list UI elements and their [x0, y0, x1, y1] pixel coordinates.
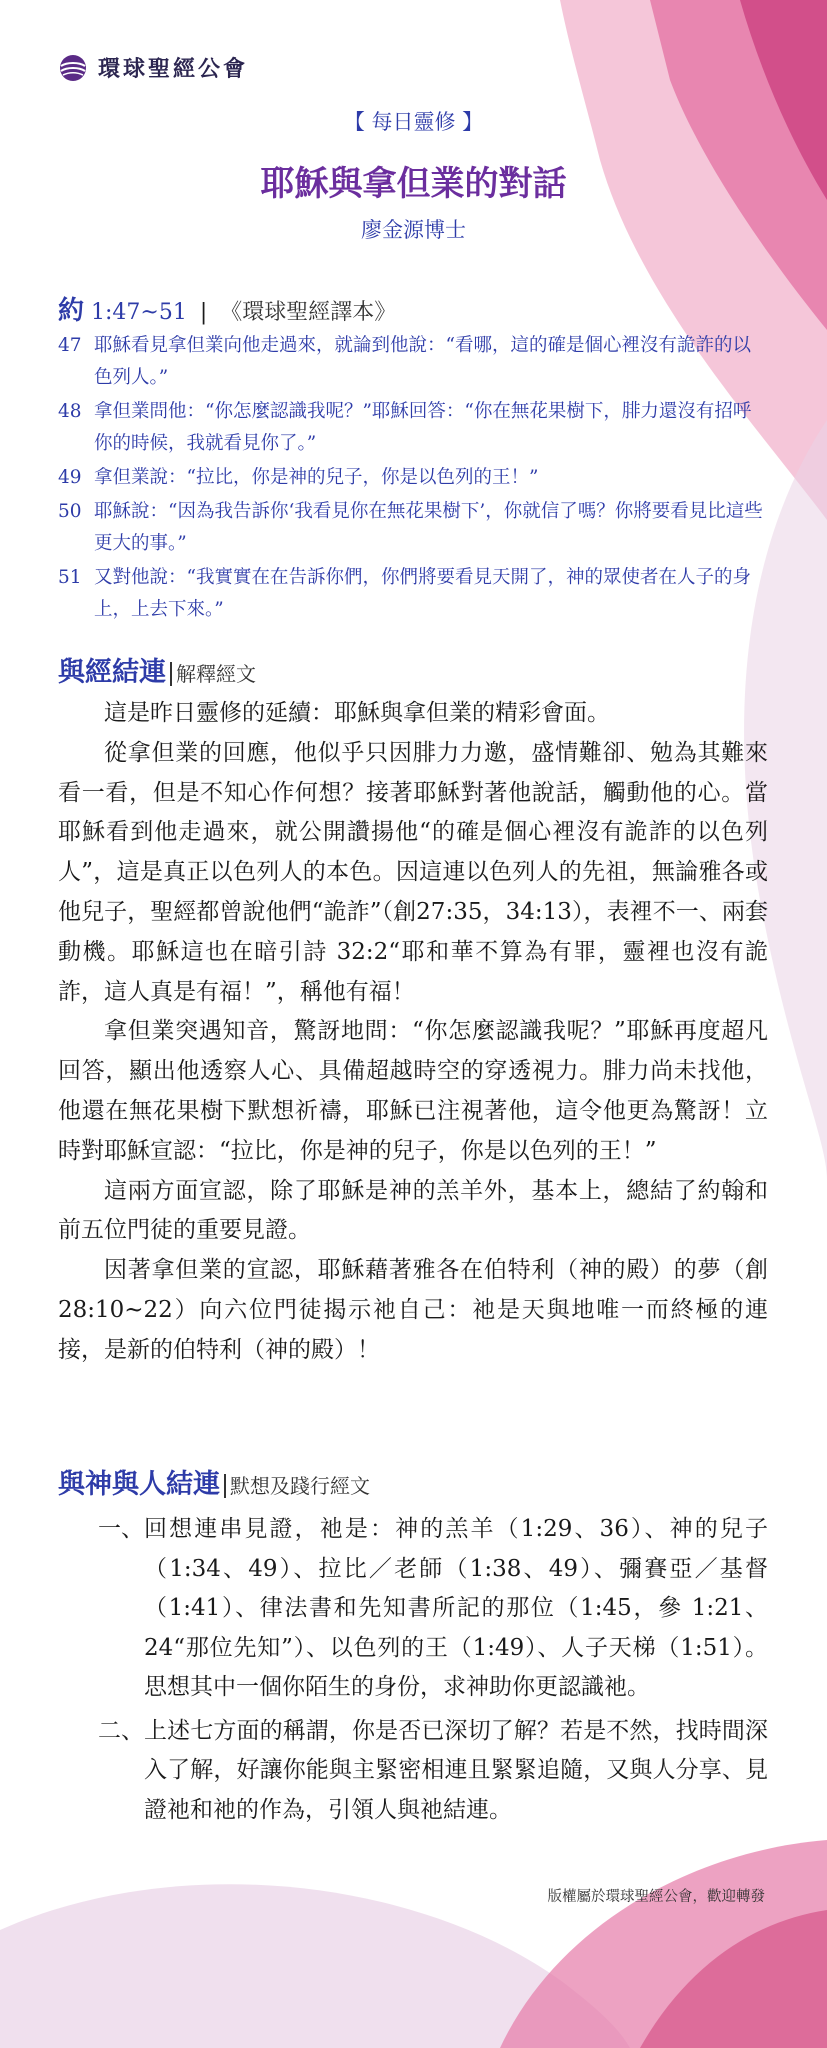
section-heading-application — [58, 1462, 370, 1501]
paragraph: 這兩方面宣認，除了耶穌是神的羔羊外，基本上，總結了約翰和前五位門徒的重要見證。 — [58, 1177, 768, 1244]
verse-number: 49 — [58, 467, 82, 488]
list-marker: 二、 — [98, 1717, 144, 1744]
verse-text: 耶穌說：“因為我告訴你‘我看見你在無花果樹下’，你就信了嗎？你將要看見比這些更大的事。” — [94, 501, 763, 554]
section-body-scripture — [58, 694, 768, 1371]
paragraph: 因著拿但業的宣認，耶穌藉著雅各在伯特利（神的殿）的夢（創 28:10~22）向六位門徒揭示祂自己：祂是天與地唯一而終極的連接，是新的伯特利（神的殿）！ — [58, 1257, 768, 1363]
scripture-reference — [58, 290, 396, 327]
verse-item — [58, 396, 768, 460]
verse-text: 拿但業問他：“你怎麼認識我呢？”耶穌回答：“你在無花果樹下，腓力還沒有招呼你的時候，我就看見你了。” — [94, 401, 752, 454]
section-title: 與神與人結連 — [58, 1469, 220, 1500]
list-item — [58, 1712, 768, 1831]
verse-number: 47 — [58, 335, 82, 356]
paragraph: 拿但業突遇知音，驚訝地問：“你怎麼認識我呢？”耶穌再度超凡回答，顯出他透察人心、具備超越時空的穿透視力。腓力尚未找他，他還在無花果樹下默想祈禱，耶穌已注視著他，這令他更為驚訝！立時對耶穌宣認：“拉比，你是神的兒子，你是以色列的王！” — [58, 1018, 768, 1164]
verse-item — [58, 562, 768, 626]
paragraph: 這是昨日靈修的延續：耶穌與拿但業的精彩會面。 — [104, 700, 610, 726]
copyright-footer: 版權屬於環球聖經公會，歡迎轉發 — [547, 1889, 765, 1905]
globe-logo-icon — [58, 53, 88, 83]
scripture-separator: | — [199, 300, 208, 325]
list-item — [58, 1510, 768, 1708]
list-marker: 一、 — [98, 1516, 144, 1542]
scripture-range: 1:47~51 — [91, 300, 187, 325]
section-subtitle: 默想及踐行經文 — [224, 1474, 370, 1498]
bible-version: 《環球聖經譯本》 — [220, 300, 397, 325]
section-title: 與經結連 — [58, 657, 166, 688]
verse-item — [58, 330, 768, 394]
org-name: 環球聖經公會 — [98, 57, 249, 82]
verse-item — [58, 462, 768, 494]
section-heading-scripture — [58, 650, 256, 689]
verse-item — [58, 496, 768, 560]
devotion-tag: 【 每日靈修 】 — [343, 110, 484, 134]
section-subtitle: 解釋經文 — [170, 662, 256, 686]
org-logo — [58, 52, 248, 83]
verse-text: 耶穌看見拿但業向他走過來，就論到他說：“看哪，這的確是個心裡沒有詭詐的以色列人。” — [94, 335, 751, 388]
paragraph: 從拿但業的回應，他似乎只因腓力力邀，盛情難卻、勉為其難來看一看，但是不知心作何想？接著耶穌對著他說話，觸動他的心。當耶穌看到他走過來，就公開讚揚他“的確是個心裡沒有詭詐的以色列人”，這是真正以色列人的本色。因這連以色列人的先祖，無論雅各或他兒子，聖經都曾說他們“詭詐”（創27:35，34:13），表裡不一、兩套動機。耶穌這也在暗引詩 32:2“耶和華不算為有罪，靈裡也沒有詭詐，這人真是有福！”，稱他有福！ — [58, 739, 768, 1005]
verse-text: 又對他說：“我實實在在告訴你們，你們將要看見天開了，神的眾使者在人子的身上，上去下來。” — [94, 567, 751, 620]
verse-number: 51 — [58, 567, 82, 588]
list-item-text: 上述七方面的稱謂，你是否已深切了解？若是不然，找時間深入了解，好讓你能與主緊密相連且緊緊追隨，又與人分享、見證祂和祂的作為，引領人與祂結連。 — [144, 1717, 768, 1823]
author-name: 廖金源博士 — [361, 218, 466, 242]
list-item-text: 回想連串見證，祂是：神的羔羊（1:29、36）、神的兒子（1:34、49）、拉比／老師（1:38、49）、彌賽亞／基督（1:41）、律法書和先知書所記的那位（1:45，參 1:21、24“那位先知”）、以色列的王（1:49）、人子天梯（1:51）。思想其中一個你陌生的身份，求神助你更認識祂。 — [144, 1516, 768, 1700]
verse-number: 48 — [58, 401, 82, 422]
verse-number: 50 — [58, 501, 82, 522]
scripture-book: 約 — [58, 296, 85, 326]
verse-text: 拿但業說：“拉比，你是神的兒子，你是以色列的王！” — [94, 467, 539, 488]
verse-list — [58, 330, 768, 628]
page-title: 耶穌與拿但業的對話 — [260, 164, 567, 204]
application-list — [58, 1510, 768, 1834]
